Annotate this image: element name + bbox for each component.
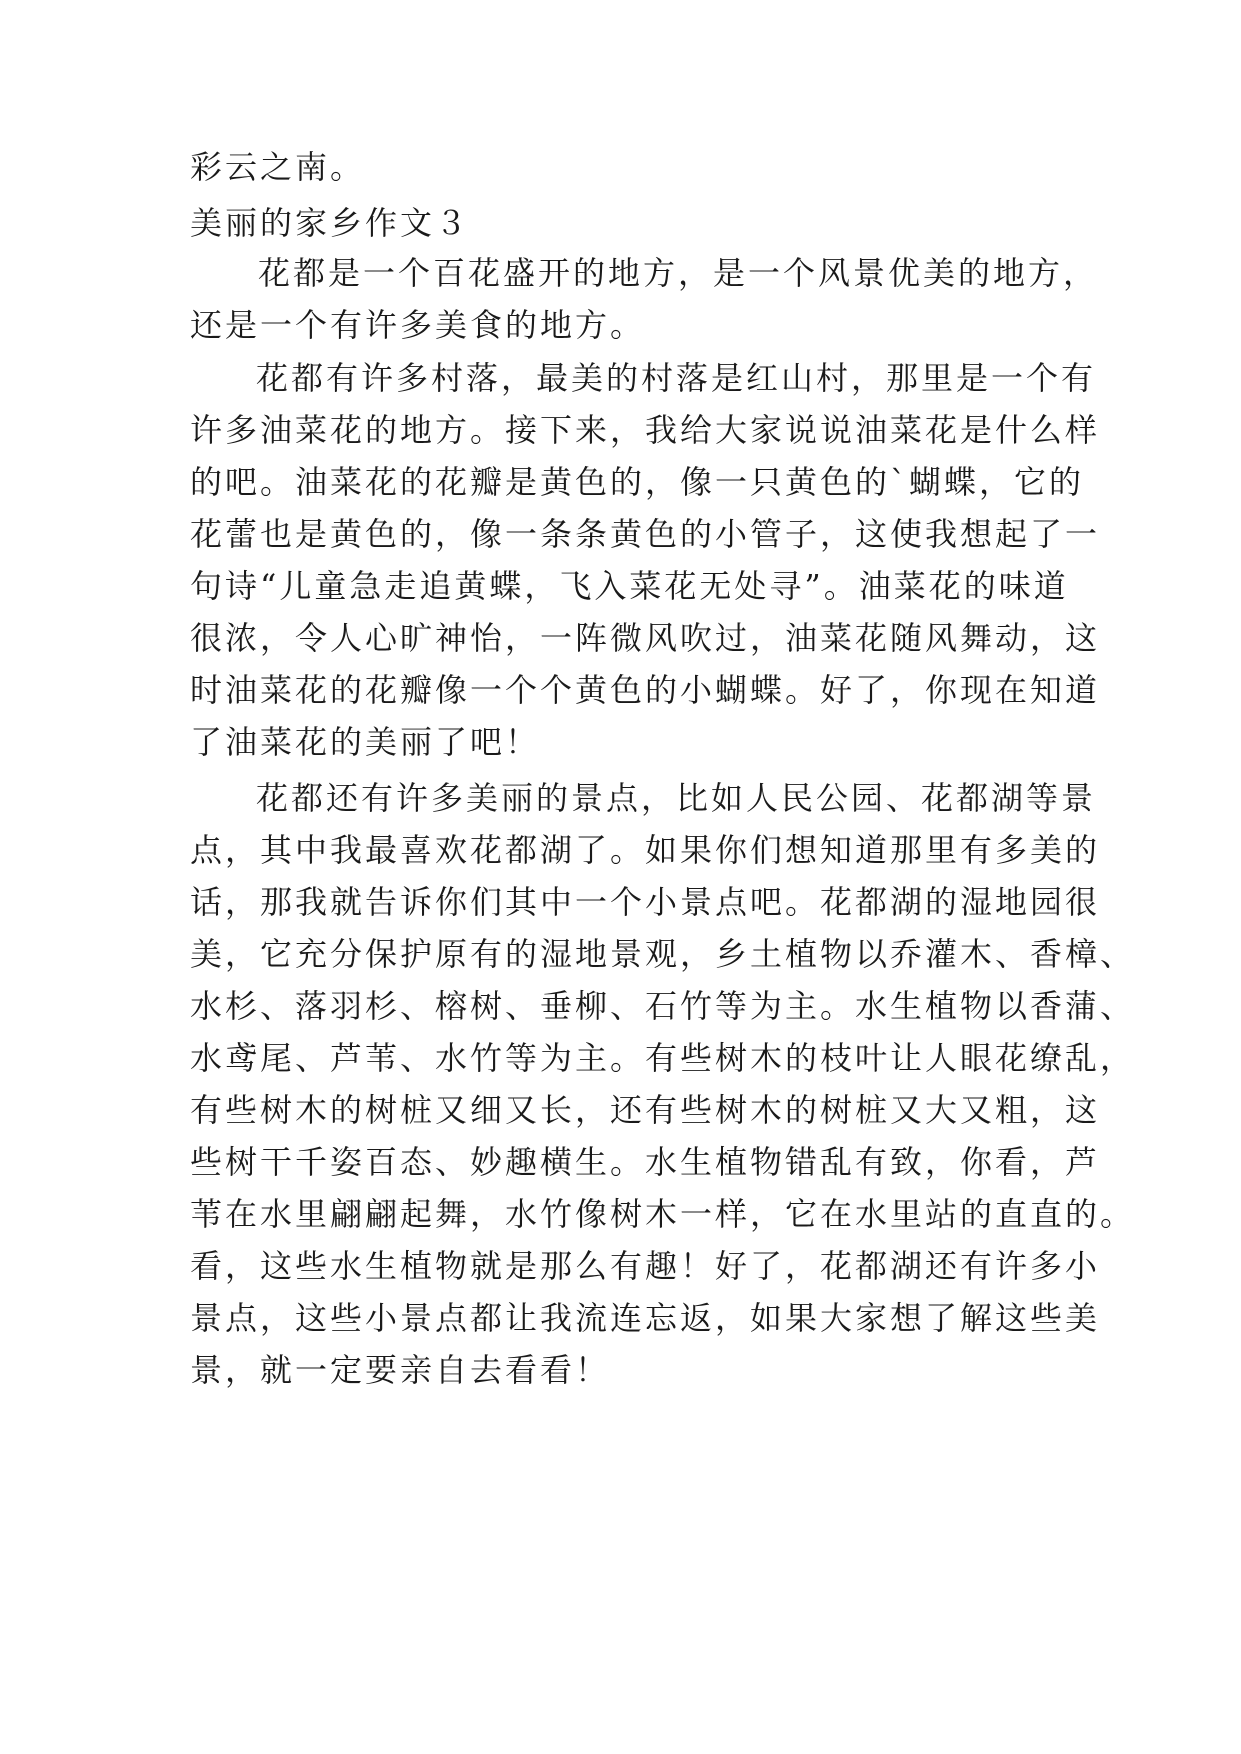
paragraph-line: 句诗“儿童急走追黄蝶，飞入菜花无处寻”。油菜花的味道 — [190, 567, 1069, 605]
paragraph-line: 花都还有许多美丽的景点，比如人民公园、花都湖等景 — [256, 779, 1097, 817]
paragraph-line: 景，就一定要亲自去看看！ — [190, 1351, 611, 1389]
paragraph-line: 了油菜花的美丽了吧！ — [190, 723, 541, 761]
paragraph-line: 时油菜花的花瓣像一个个黄色的小蝴蝶。好了，你现在知道 — [190, 671, 1101, 709]
paragraph-line: 的吧。油菜花的花瓣是黄色的，像一只黄色的`蝴蝶，它的 — [190, 463, 1085, 501]
paragraph-line: 还是一个有许多美食的地方。 — [190, 306, 646, 344]
paragraph-line: 美，它充分保护原有的湿地景观，乡土植物以乔灌木、香樟、 — [190, 935, 1136, 973]
paragraph-line: 话，那我就告诉你们其中一个小景点吧。花都湖的湿地园很 — [190, 883, 1101, 921]
paragraph-line: 花都是一个百花盛开的地方，是一个风景优美的地方， — [258, 254, 1099, 292]
section-heading: 美丽的家乡作文３ — [190, 204, 471, 242]
paragraph-line: 花都有许多村落，最美的村落是红山村，那里是一个有 — [256, 359, 1097, 397]
paragraph-line: 有些树木的树桩又细又长，还有些树木的树桩又大又粗，这 — [190, 1091, 1101, 1129]
paragraph-line: 很浓，令人心旷神怡，一阵微风吹过，油菜花随风舞动，这 — [190, 619, 1101, 657]
paragraph-line: 点，其中我最喜欢花都湖了。如果你们想知道那里有多美的 — [190, 831, 1101, 869]
paragraph-line: 水杉、落羽杉、榕树、垂柳、石竹等为主。水生植物以香蒲、 — [190, 987, 1136, 1025]
paragraph-line: 苇在水里翩翩起舞，水竹像树木一样，它在水里站的直直的。 — [190, 1195, 1136, 1233]
paragraph-line: 景点，这些小景点都让我流连忘返，如果大家想了解这些美 — [190, 1299, 1101, 1337]
paragraph-line: 些树干千姿百态、妙趣横生。水生植物错乱有致，你看，芦 — [190, 1143, 1101, 1181]
paragraph-line: 许多油菜花的地方。接下来，我给大家说说油菜花是什么样 — [190, 411, 1101, 449]
paragraph-line: 花蕾也是黄色的，像一条条黄色的小管子，这使我想起了一 — [190, 515, 1101, 553]
text-line: 彩云之南。 — [190, 148, 366, 186]
paragraph-line: 水鸢尾、芦苇、水竹等为主。有些树木的枝叶让人眼花缭乱， — [190, 1039, 1136, 1077]
paragraph-line: 看，这些水生植物就是那么有趣！好了，花都湖还有许多小 — [190, 1247, 1101, 1285]
